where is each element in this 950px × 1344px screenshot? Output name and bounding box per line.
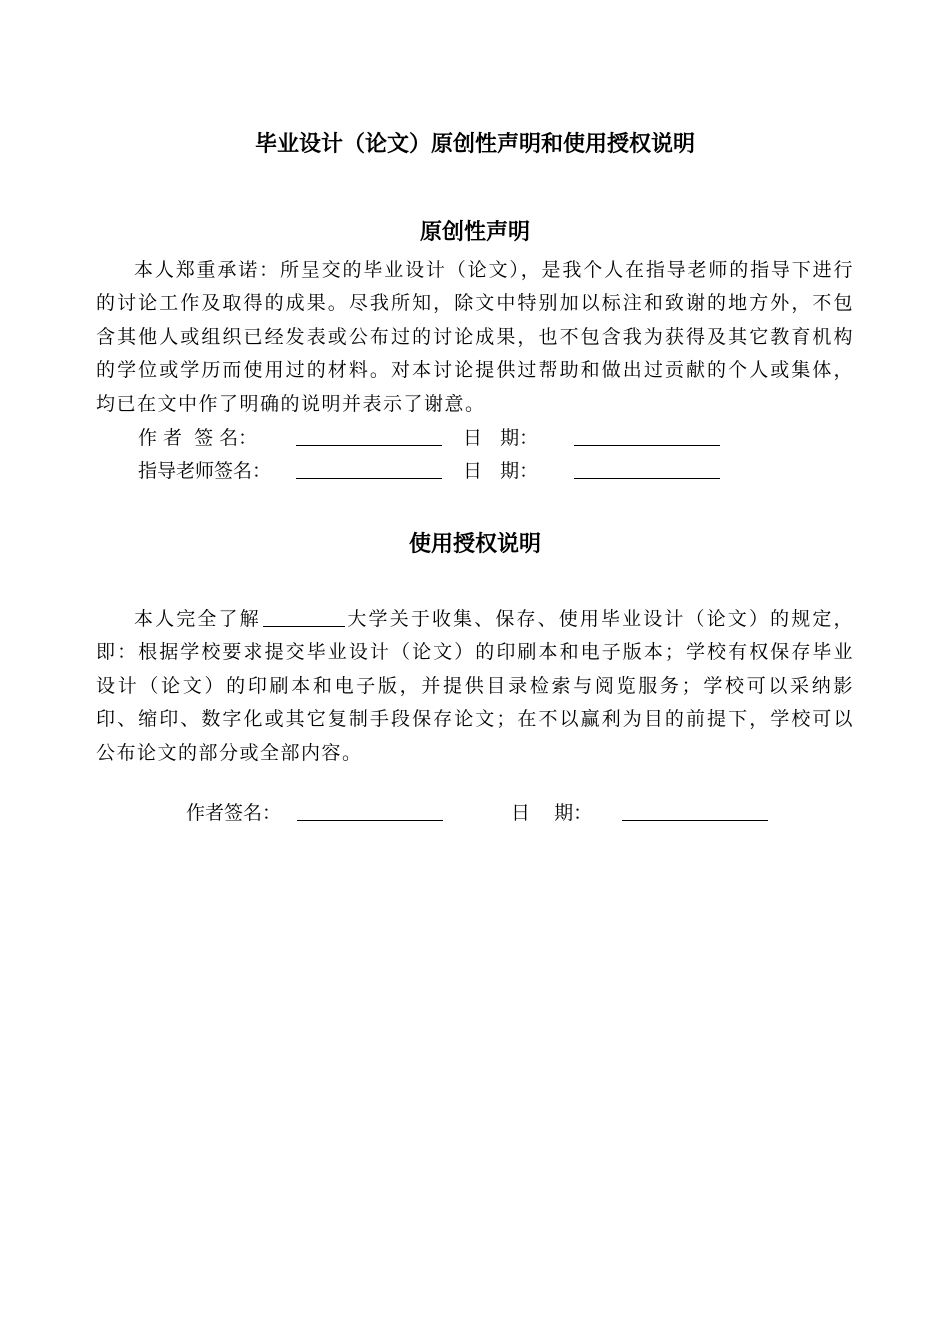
document-title: 毕业设计（论文）原创性声明和使用授权说明 bbox=[254, 132, 695, 157]
author-signature-row bbox=[138, 422, 738, 455]
author-signature-field[interactable] bbox=[296, 445, 442, 446]
advisor-date-field[interactable] bbox=[574, 478, 720, 479]
advisor-signature-field[interactable] bbox=[296, 478, 442, 479]
author-date-label: 日 期： bbox=[463, 427, 539, 449]
originality-heading: 原创性声明 bbox=[419, 220, 530, 245]
authorization-signature-row bbox=[186, 797, 786, 830]
authorization-heading: 使用授权说明 bbox=[408, 532, 541, 557]
authorization-date-label: 日 期： bbox=[511, 802, 593, 824]
advisor-date-label: 日 期： bbox=[463, 460, 539, 482]
university-name-blank[interactable] bbox=[263, 604, 345, 627]
authorization-author-label: 作者签名： bbox=[186, 802, 282, 824]
authorization-author-field[interactable] bbox=[297, 820, 443, 821]
authorization-body-prefix: 本人完全了解 bbox=[134, 608, 261, 630]
advisor-signature-row bbox=[138, 455, 738, 488]
author-signature-label: 作 者 签 名： bbox=[138, 427, 258, 449]
advisor-signature-label: 指导老师签名： bbox=[138, 460, 272, 482]
author-date-field[interactable] bbox=[574, 445, 720, 446]
authorization-body-suffix: 大学关于收集、保存、使用毕业设计（论文）的规定，即：根据学校要求提交毕业设计（论文）的印刷本和电子版本；学校有权保存毕业设计（论文）的印刷本和电子版，并提供目录检索与阅览服务；学校可以采纳影印、缩印、数字化或其它复制手段保存论文；在不以赢利为目的前提下，学校可以公布论文的部分或全部内容。 bbox=[96, 608, 854, 764]
authorization-body bbox=[96, 603, 854, 770]
originality-statement-body: 本人郑重承诺：所呈交的毕业设计（论文），是我个人在指导老师的指导下进行的讨论工作及取得的成果。尽我所知，除文中特别加以标注和致谢的地方外，不包含其他人或组织已经发表或公布过的讨论成果，也不包含我为获得及其它教育机构的学位或学历而使用过的材料。对本讨论提供过帮助和做出过贡献的个人或集体，均已在文中作了明确的说明并表示了谢意。 bbox=[96, 259, 854, 415]
authorization-date-field[interactable] bbox=[622, 820, 768, 821]
